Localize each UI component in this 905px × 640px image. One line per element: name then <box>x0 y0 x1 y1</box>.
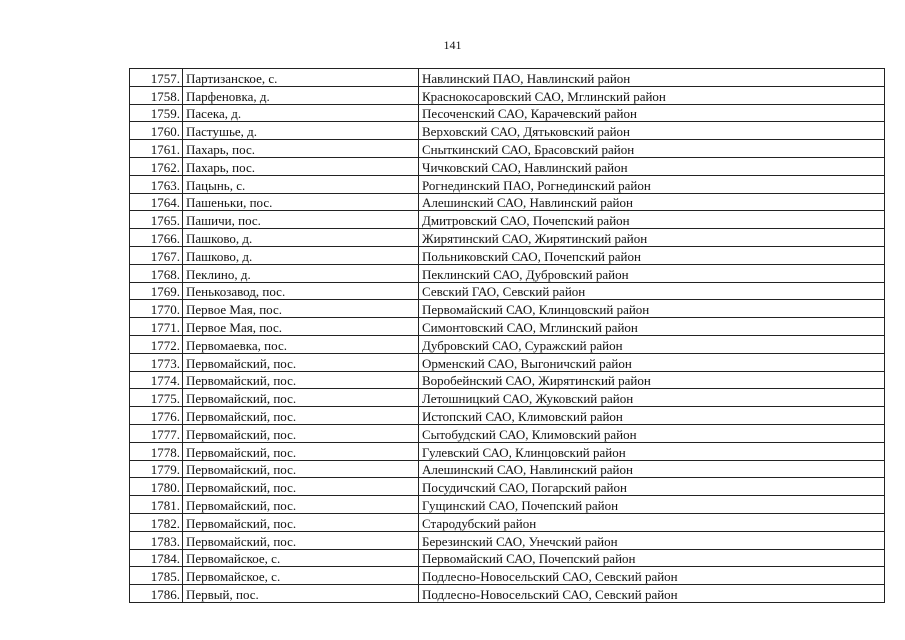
row-number-cell: 1782. <box>130 513 183 531</box>
row-number-cell: 1773. <box>130 353 183 371</box>
table-row <box>130 371 885 389</box>
row-number-cell: 1765. <box>130 211 183 229</box>
page-number: 141 <box>443 38 462 52</box>
administration-cell: Первомайский САО, Почепский район <box>419 549 885 567</box>
settlement-name-cell: Пашеньки, пос. <box>183 193 419 211</box>
row-number-cell: 1769. <box>130 282 183 300</box>
administration-cell: Сныткинский САО, Брасовский район <box>419 140 885 158</box>
settlement-name-cell: Пацынь, с. <box>183 175 419 193</box>
table-row <box>130 567 885 585</box>
row-number-cell: 1783. <box>130 531 183 549</box>
administration-cell: Гущинский САО, Почепский район <box>419 496 885 514</box>
administration-cell: Орменский САО, Выгоничский район <box>419 353 885 371</box>
administration-cell: Подлесно-Новосельский САО, Севский район <box>419 585 885 603</box>
row-number-cell: 1767. <box>130 246 183 264</box>
table-row <box>130 229 885 247</box>
table-row <box>130 300 885 318</box>
administration-cell: Пеклинский САО, Дубровский район <box>419 264 885 282</box>
administration-cell: Летошницкий САО, Жуковский район <box>419 389 885 407</box>
row-number-cell: 1764. <box>130 193 183 211</box>
administration-cell: Алешинский САО, Навлинский район <box>419 193 885 211</box>
table-row <box>130 335 885 353</box>
table-row <box>130 389 885 407</box>
administration-cell: Польниковский САО, Почепский район <box>419 246 885 264</box>
row-number-cell: 1781. <box>130 496 183 514</box>
row-number-cell: 1757. <box>130 69 183 87</box>
row-number-cell: 1785. <box>130 567 183 585</box>
administration-cell: Краснокосаровский САО, Мглинский район <box>419 86 885 104</box>
settlement-name-cell: Первомайский, пос. <box>183 407 419 425</box>
table-row <box>130 246 885 264</box>
table-row <box>130 442 885 460</box>
table-row <box>130 69 885 87</box>
settlement-name-cell: Первое Мая, пос. <box>183 318 419 336</box>
settlement-table <box>129 68 885 603</box>
row-number-cell: 1760. <box>130 122 183 140</box>
settlement-table-body <box>130 69 885 603</box>
row-number-cell: 1768. <box>130 264 183 282</box>
settlement-name-cell: Пахарь, пос. <box>183 140 419 158</box>
settlement-name-cell: Пашково, д. <box>183 229 419 247</box>
row-number-cell: 1775. <box>130 389 183 407</box>
administration-cell: Песоченский САО, Карачевский район <box>419 104 885 122</box>
table-row <box>130 407 885 425</box>
table-row <box>130 478 885 496</box>
row-number-cell: 1762. <box>130 157 183 175</box>
settlement-name-cell: Пашичи, пос. <box>183 211 419 229</box>
table-row <box>130 460 885 478</box>
settlement-name-cell: Пеклино, д. <box>183 264 419 282</box>
administration-cell: Березинский САО, Унечский район <box>419 531 885 549</box>
settlement-name-cell: Пашково, д. <box>183 246 419 264</box>
row-number-cell: 1759. <box>130 104 183 122</box>
table-row <box>130 318 885 336</box>
administration-cell: Жирятинский САО, Жирятинский район <box>419 229 885 247</box>
table-row <box>130 211 885 229</box>
row-number-cell: 1766. <box>130 229 183 247</box>
settlement-name-cell: Пенькозавод, пос. <box>183 282 419 300</box>
administration-cell: Навлинский ПАО, Навлинский район <box>419 69 885 87</box>
settlement-name-cell: Пахарь, пос. <box>183 157 419 175</box>
row-number-cell: 1763. <box>130 175 183 193</box>
administration-cell: Дмитровский САО, Почепский район <box>419 211 885 229</box>
table-row <box>130 549 885 567</box>
administration-cell: Дубровский САО, Суражский район <box>419 335 885 353</box>
settlement-name-cell: Пастушье, д. <box>183 122 419 140</box>
settlement-name-cell: Первый, пос. <box>183 585 419 603</box>
table-row <box>130 264 885 282</box>
settlement-name-cell: Первомайский, пос. <box>183 424 419 442</box>
settlement-name-cell: Первомайский, пос. <box>183 531 419 549</box>
table-row <box>130 104 885 122</box>
settlement-name-cell: Первомаевка, пос. <box>183 335 419 353</box>
settlement-name-cell: Первомайский, пос. <box>183 478 419 496</box>
settlement-name-cell: Партизанское, с. <box>183 69 419 87</box>
table-row <box>130 122 885 140</box>
settlement-name-cell: Первомайское, с. <box>183 567 419 585</box>
administration-cell: Гулевский САО, Клинцовский район <box>419 442 885 460</box>
table-row <box>130 282 885 300</box>
table-row <box>130 353 885 371</box>
administration-cell: Алешинский САО, Навлинский район <box>419 460 885 478</box>
administration-cell: Воробейнский САО, Жирятинский район <box>419 371 885 389</box>
table-row <box>130 86 885 104</box>
administration-cell: Стародубский район <box>419 513 885 531</box>
administration-cell: Истопский САО, Климовский район <box>419 407 885 425</box>
settlement-name-cell: Первомайское, с. <box>183 549 419 567</box>
row-number-cell: 1770. <box>130 300 183 318</box>
settlement-name-cell: Первомайский, пос. <box>183 460 419 478</box>
administration-cell: Посудичский САО, Погарский район <box>419 478 885 496</box>
table-row <box>130 193 885 211</box>
settlement-name-cell: Первомайский, пос. <box>183 513 419 531</box>
settlement-name-cell: Первомайский, пос. <box>183 371 419 389</box>
table-row <box>130 531 885 549</box>
row-number-cell: 1777. <box>130 424 183 442</box>
table-row <box>130 175 885 193</box>
administration-cell: Верховский САО, Дятьковский район <box>419 122 885 140</box>
table-row <box>130 585 885 603</box>
row-number-cell: 1761. <box>130 140 183 158</box>
table-row <box>130 140 885 158</box>
row-number-cell: 1780. <box>130 478 183 496</box>
administration-cell: Симонтовский САО, Мглинский район <box>419 318 885 336</box>
table-row <box>130 513 885 531</box>
table-row <box>130 157 885 175</box>
row-number-cell: 1771. <box>130 318 183 336</box>
administration-cell: Сытобудский САО, Климовский район <box>419 424 885 442</box>
row-number-cell: 1784. <box>130 549 183 567</box>
settlement-name-cell: Первомайский, пос. <box>183 496 419 514</box>
administration-cell: Подлесно-Новосельский САО, Севский район <box>419 567 885 585</box>
row-number-cell: 1776. <box>130 407 183 425</box>
settlement-name-cell: Пасека, д. <box>183 104 419 122</box>
table-row <box>130 424 885 442</box>
administration-cell: Севский ГАО, Севский район <box>419 282 885 300</box>
row-number-cell: 1786. <box>130 585 183 603</box>
table-row <box>130 496 885 514</box>
administration-cell: Первомайский САО, Клинцовский район <box>419 300 885 318</box>
row-number-cell: 1774. <box>130 371 183 389</box>
row-number-cell: 1778. <box>130 442 183 460</box>
administration-cell: Чичковский САО, Навлинский район <box>419 157 885 175</box>
administration-cell: Рогнединский ПАО, Рогнединский район <box>419 175 885 193</box>
settlement-name-cell: Первомайский, пос. <box>183 353 419 371</box>
settlement-name-cell: Парфеновка, д. <box>183 86 419 104</box>
settlement-name-cell: Первое Мая, пос. <box>183 300 419 318</box>
row-number-cell: 1779. <box>130 460 183 478</box>
row-number-cell: 1772. <box>130 335 183 353</box>
settlement-name-cell: Первомайский, пос. <box>183 442 419 460</box>
settlement-name-cell: Первомайский, пос. <box>183 389 419 407</box>
row-number-cell: 1758. <box>130 86 183 104</box>
